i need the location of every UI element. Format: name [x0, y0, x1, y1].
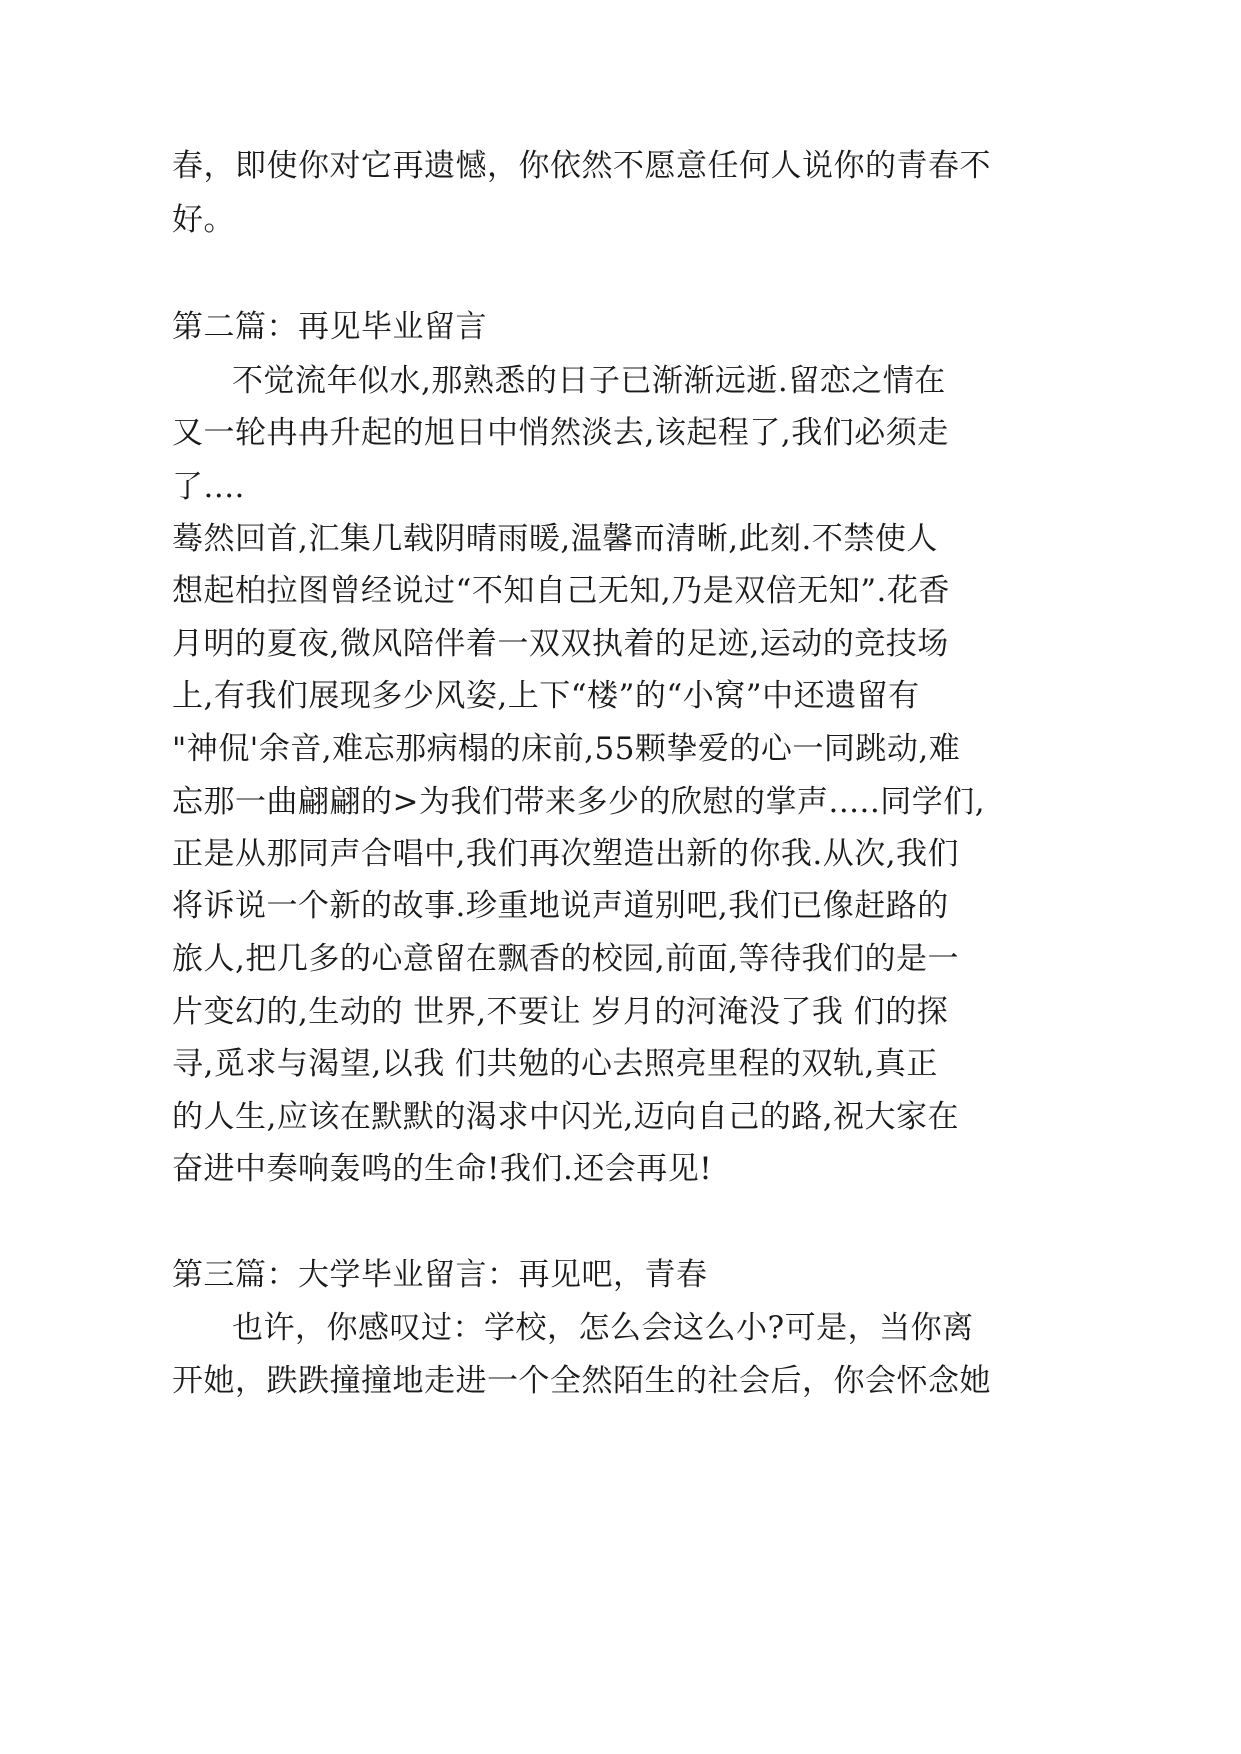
paragraph-line: 正是从那同声合唱中,我们再次塑造出新的你我.从次,我们 [172, 836, 960, 872]
paragraph-line: 春，即使你对它再遗憾，你依然不愿意任何人说你的青春不 [172, 148, 991, 184]
paragraph-line: 的人生,应该在默默的渴求中闪光,迈向自己的路,祝大家在 [172, 1099, 960, 1135]
section-heading: 第二篇：再见毕业留言 [172, 309, 487, 345]
paragraph-line: 好。 [172, 202, 235, 238]
paragraph-line: 上,有我们展现多少风姿,上下“楼”的“小窝”中还遗留有 [172, 678, 920, 714]
paragraph-line: 了.... [172, 469, 245, 505]
paragraph-line: 将诉说一个新的故事.珍重地说声道别吧,我们已像赶路的 [172, 888, 949, 924]
paragraph-line: 也许，你感叹过：学校，怎么会这么小?可是，当你离 [232, 1310, 974, 1346]
paragraph-line: "神侃'余音,难忘那病榻的床前,55颗挚爱的心一同跳动,难 [172, 731, 961, 767]
paragraph-line: 月明的夏夜,微风陪伴着一双双执着的足迹,运动的竞技场 [172, 626, 949, 662]
paragraph-line: 想起柏拉图曾经说过“不知自己无知,乃是双倍无知”.花香 [172, 573, 950, 609]
section-heading: 第三篇：大学毕业留言：再见吧，青春 [172, 1257, 708, 1293]
paragraph-line: 寻,觅求与渴望,以我 们共勉的心去照亮里程的双轨,真正 [172, 1046, 938, 1082]
paragraph-line: 不觉流年似水,那熟悉的日子已渐渐远逝.留恋之情在 [232, 363, 946, 399]
paragraph-line: 开她，跌跌撞撞地走进一个全然陌生的社会后，你会怀念她 [172, 1363, 991, 1399]
paragraph-line: 忘那一曲翩翩的>为我们带来多少的欣慰的掌声.....同学们, [172, 784, 986, 820]
paragraph-line: 蓦然回首,汇集几载阴晴雨暖,温馨而清晰,此刻.不禁使人 [172, 521, 938, 557]
paragraph-line: 奋进中奏响轰鸣的生命!我们.还会再见! [172, 1151, 713, 1187]
paragraph-line: 旅人,把几多的心意留在飘香的校园,前面,等待我们的是一 [172, 941, 960, 977]
paragraph-line: 片变幻的,生动的 世界,不要让 岁月的河淹没了我 们的探 [172, 994, 949, 1030]
paragraph-line: 又一轮冉冉升起的旭日中悄然淡去,该起程了,我们必须走 [172, 415, 949, 451]
